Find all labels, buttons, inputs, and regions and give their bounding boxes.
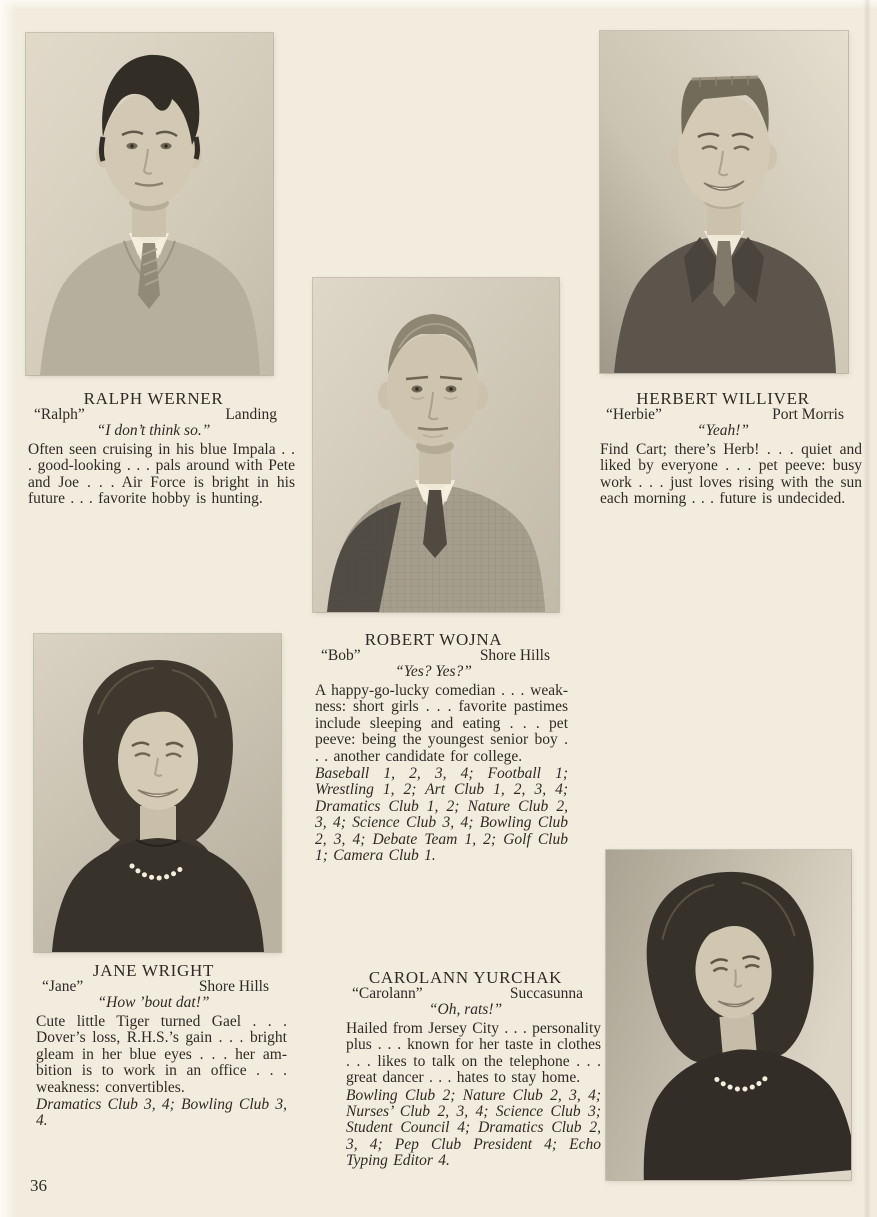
student-quote: “How ’bout dat!” [97,994,210,1011]
profile-carolann-yurchak [346,969,601,1170]
student-activities: Dramatics Club 3, 4; Bowling Club 3, 4. [36,1096,287,1130]
student-name: CAROLANN YURCHAK [368,968,563,987]
student-nickname: “Herbie” [606,406,662,423]
profile-ralph-werner [28,390,295,509]
student-bio: Cute little Tiger turned Gael . . . Dover’s loss, R.H.S.’s gain . . . bright gleam in her blue eyes . . . her ambition is to work in an office . . . weakness: convertibles. [36,1013,287,1096]
student-nickname: “Jane” [42,978,84,995]
student-name: HERBERT WILLIVER [636,389,810,408]
scan-edge-left [0,0,16,1217]
scan-edge-top [0,0,877,10]
portrait-herbert-williver-image [600,31,848,373]
photo-herbert-williver [600,31,848,373]
student-bio: Hailed from Jersey City . . . personality plus . . . known for her taste in clothes . . . likes to talk on the telephone . . . great dancer . . . hates to stay home. [346,1020,602,1087]
student-nickname: “Ralph” [34,406,85,423]
nickname-hometown-row [315,648,552,664]
profile-header [28,390,279,439]
student-name: JANE WRIGHT [92,961,215,980]
student-hometown: Succasunna [509,985,583,1002]
nickname-hometown-row [600,407,846,423]
profile-jane-wright [36,962,287,1130]
profile-header [600,390,846,439]
page-number: 36 [30,1176,47,1195]
student-bio: A happy-go-lucky comedian . . . weakness: short girls . . . favorite pastimes include sleeping and eating . . . pet peeve: being the youngest senior boy . . . another candidate for college. [315,682,568,765]
portrait-ralph-werner-image [26,33,273,375]
portrait-jane-wright-image [34,634,281,952]
photo-robert-wojna [313,278,559,612]
student-quote: “Oh, rats!” [428,1001,503,1018]
scan-edge-right [863,0,871,1217]
student-bio: Often seen cruising in his blue Impala . . . good-looking . . . pals around with Pete and Joe . . . Air Force is bright in his future . . . favorite hobby is hunting. [28,441,295,508]
portrait-robert-wojna-image [313,278,559,612]
student-nickname: “Carolann” [352,985,423,1002]
student-name: ROBERT WOJNA [364,630,503,649]
student-activities: Baseball 1, 2, 3, 4; Football 1; Wrestling 1, 2; Art Club 1, 2, 3, 4; Dramatics Club 1, 2; Nature Club 2, 3, 4; Science Club 3, 4; Bowling Club 2, 3, 4; Debate Team 1, 2; Golf Club 1; Camera Club 1. [315,765,568,865]
nickname-hometown-row [36,979,271,995]
photo-ralph-werner [26,33,273,375]
student-hometown: Shore Hills [198,978,269,995]
nickname-hometown-row [28,407,279,423]
photo-carolann-yurchak [606,850,851,1180]
student-quote: “Yes? Yes?” [395,663,472,680]
profile-herbert-williver [600,390,862,509]
student-activities: Bowling Club 2; Nature Club 2, 3, 4; Nurses’ Club 2, 3, 4; Science Club 3; Student Council 4; Dramatics Club 2, 3, 4; Pep Club President 4; Echo Typing Editor 4. [346,1086,601,1170]
student-nickname: “Bob” [321,647,361,664]
student-name: RALPH WERNER [83,389,224,408]
student-quote: “I don’t think so.” [96,422,211,439]
profile-robert-wojna [315,631,568,864]
portrait-carolann-yurchak-image [606,850,851,1180]
photo-jane-wright [34,634,281,952]
student-hometown: Port Morris [772,406,844,423]
student-hometown: Shore Hills [479,647,550,664]
student-quote: “Yeah!” [697,422,749,439]
nickname-hometown-row [346,986,585,1002]
student-hometown: Landing [225,406,277,423]
profile-header [315,631,552,680]
student-bio: Find Cart; there’s Herb! . . . quiet and liked by everyone . . . pet peeve: busy work . . . just loves rising with the sun each morning . . . future is undecided. [600,441,862,508]
profile-header [346,969,585,1018]
profile-header [36,962,271,1011]
